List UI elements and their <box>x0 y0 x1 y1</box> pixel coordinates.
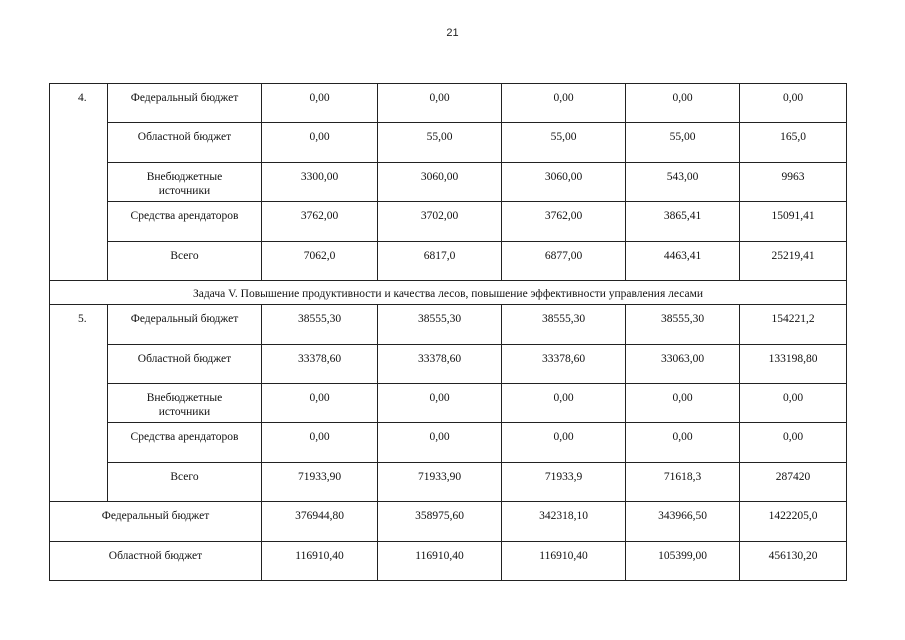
value-cell: 38555,30 <box>378 305 502 344</box>
funding-source: Внебюджетные источники <box>108 383 262 422</box>
table-row <box>50 541 847 580</box>
value-cell: 358975,60 <box>378 502 502 541</box>
value-cell: 0,00 <box>740 423 847 462</box>
value-cell: 0,00 <box>378 84 502 123</box>
value-cell: 33378,60 <box>262 344 378 383</box>
value-cell: 105399,00 <box>626 541 740 580</box>
funding-source: Федеральный бюджет <box>108 305 262 344</box>
value-cell: 55,00 <box>378 123 502 162</box>
value-cell: 133198,80 <box>740 344 847 383</box>
value-cell: 0,00 <box>262 84 378 123</box>
table-row <box>50 84 847 123</box>
table-row <box>50 383 847 422</box>
value-cell: 0,00 <box>626 423 740 462</box>
value-cell: 287420 <box>740 462 847 501</box>
table-row <box>50 202 847 241</box>
value-cell: 3865,41 <box>626 202 740 241</box>
value-cell: 154221,2 <box>740 305 847 344</box>
value-cell: 0,00 <box>262 123 378 162</box>
value-cell: 0,00 <box>502 84 626 123</box>
value-cell: 3702,00 <box>378 202 502 241</box>
value-cell: 0,00 <box>740 84 847 123</box>
funding-source: Областной бюджет <box>108 344 262 383</box>
value-cell: 38555,30 <box>262 305 378 344</box>
value-cell: 71618,3 <box>626 462 740 501</box>
budget-table <box>49 83 847 581</box>
value-cell: 0,00 <box>262 423 378 462</box>
value-cell: 7062,0 <box>262 241 378 280</box>
value-cell: 9963 <box>740 162 847 201</box>
value-cell: 456130,20 <box>740 541 847 580</box>
value-cell: 0,00 <box>378 423 502 462</box>
value-cell: 0,00 <box>626 383 740 422</box>
value-cell: 0,00 <box>502 423 626 462</box>
value-cell: 71933,90 <box>262 462 378 501</box>
value-cell: 6817,0 <box>378 241 502 280</box>
value-cell: 342318,10 <box>502 502 626 541</box>
value-cell: 116910,40 <box>502 541 626 580</box>
value-cell: 3060,00 <box>378 162 502 201</box>
funding-source: Всего <box>108 462 262 501</box>
page-number: 21 <box>446 27 459 39</box>
value-cell: 38555,30 <box>502 305 626 344</box>
value-cell: 116910,40 <box>262 541 378 580</box>
value-cell: 4463,41 <box>626 241 740 280</box>
table-row <box>50 502 847 541</box>
value-cell: 33378,60 <box>378 344 502 383</box>
funding-source: Федеральный бюджет <box>108 84 262 123</box>
value-cell: 0,00 <box>626 84 740 123</box>
value-cell: 0,00 <box>740 383 847 422</box>
funding-source: Средства арендаторов <box>108 423 262 462</box>
task-heading: Задача V. Повышение продуктивности и качества лесов, повышение эффективности управления лесами <box>50 280 847 304</box>
row-number: 4. <box>50 84 108 281</box>
funding-source: Областной бюджет <box>108 123 262 162</box>
value-cell: 33378,60 <box>502 344 626 383</box>
value-cell: 165,0 <box>740 123 847 162</box>
value-cell: 3762,00 <box>502 202 626 241</box>
value-cell: 71933,90 <box>378 462 502 501</box>
value-cell: 1422205,0 <box>740 502 847 541</box>
value-cell: 116910,40 <box>378 541 502 580</box>
table-row <box>50 123 847 162</box>
value-cell: 343966,50 <box>626 502 740 541</box>
funding-source: Средства арендаторов <box>108 202 262 241</box>
value-cell: 55,00 <box>626 123 740 162</box>
value-cell: 0,00 <box>378 383 502 422</box>
table-row <box>50 344 847 383</box>
value-cell: 3060,00 <box>502 162 626 201</box>
table-row <box>50 162 847 201</box>
table-row <box>50 305 847 344</box>
total-source: Областной бюджет <box>50 541 262 580</box>
value-cell: 0,00 <box>502 383 626 422</box>
table-row <box>50 462 847 501</box>
value-cell: 6877,00 <box>502 241 626 280</box>
funding-source: Всего <box>108 241 262 280</box>
value-cell: 15091,41 <box>740 202 847 241</box>
value-cell: 55,00 <box>502 123 626 162</box>
table-row <box>50 280 847 304</box>
table-row <box>50 423 847 462</box>
value-cell: 71933,9 <box>502 462 626 501</box>
value-cell: 543,00 <box>626 162 740 201</box>
value-cell: 0,00 <box>262 383 378 422</box>
total-source: Федеральный бюджет <box>50 502 262 541</box>
value-cell: 33063,00 <box>626 344 740 383</box>
funding-source: Внебюджетные источники <box>108 162 262 201</box>
value-cell: 25219,41 <box>740 241 847 280</box>
value-cell: 3300,00 <box>262 162 378 201</box>
row-number: 5. <box>50 305 108 502</box>
table-row <box>50 241 847 280</box>
value-cell: 38555,30 <box>626 305 740 344</box>
value-cell: 3762,00 <box>262 202 378 241</box>
value-cell: 376944,80 <box>262 502 378 541</box>
